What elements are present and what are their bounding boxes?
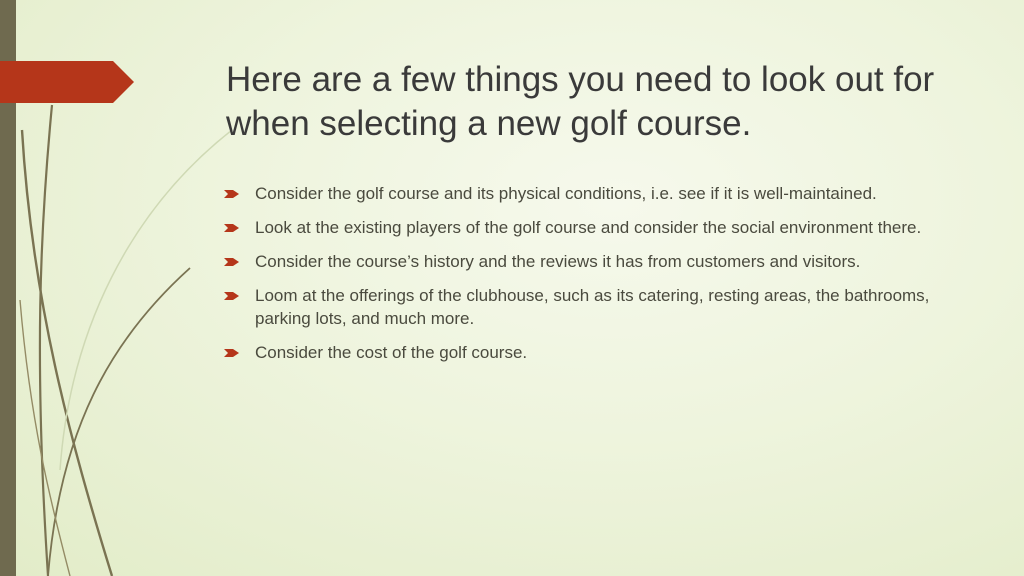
bullet-text: Loom at the offerings of the clubhouse, such as its catering, resting areas, the bathrooms, parking lots, and much more.	[255, 286, 930, 328]
slide-title: Here are a few things you need to look out for when selecting a new golf course.	[226, 60, 935, 143]
arrow-bullet-icon	[224, 257, 240, 267]
bullet-item	[224, 341, 954, 364]
arrow-bullet-icon	[224, 348, 240, 358]
bullet-item	[224, 284, 954, 330]
bullet-item	[224, 216, 954, 239]
arrow-bullet-icon	[224, 223, 240, 233]
arrow-bullet-icon	[224, 189, 240, 199]
title-accent-arrow	[0, 61, 134, 103]
bullet-list	[224, 182, 954, 375]
bullet-text: Consider the golf course and its physical conditions, i.e. see if it is well-maintained.	[255, 184, 877, 203]
arrow-bullet-icon	[224, 291, 240, 301]
bullet-item	[224, 250, 954, 273]
bullet-item	[224, 182, 954, 205]
bullet-text: Consider the course’s history and the reviews it has from customers and visitors.	[255, 252, 861, 271]
bullet-text: Consider the cost of the golf course.	[255, 343, 528, 362]
bullet-text: Look at the existing players of the golf course and consider the social environment there.	[255, 218, 922, 237]
